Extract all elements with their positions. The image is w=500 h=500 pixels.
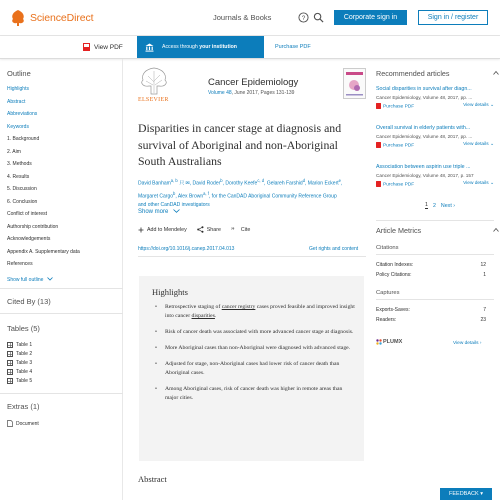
extras-item-document[interactable]: [7, 420, 39, 427]
disparities-link[interactable]: disparities: [191, 313, 215, 319]
author-list[interactable]: David Banham$^{a, b}$ 只 ✉, David Roder$^b$, Dorothy Keefe$^{c, d}$, Gelareh Farshid$^d$, Marion Eckert$^e$, Margaret Cargo$^b$, Alex Brown$^{a, f}$, for the CanDAD Aboriginal Community Reference Group and other CanDAD investigators: [138, 178, 343, 209]
article-divider: [138, 256, 366, 257]
highlights-title: Highlights: [152, 287, 188, 297]
highlight-item: • Adjusted for stage, non-Aboriginal cases had lower risk of cancer death than Aboriginal cases.: [155, 360, 355, 378]
outline-item-appendix[interactable]: Appendix A. Supplementary data: [7, 248, 80, 255]
search-icon[interactable]: [313, 12, 324, 23]
recommended-item-3: [376, 164, 494, 187]
highlight-item: • More Aboriginal cases than non-Aboriginal were diagnosed with advanced stage.: [155, 344, 355, 353]
share-button[interactable]: [197, 226, 221, 233]
outline-item-background[interactable]: 1. Background: [7, 136, 40, 142]
recommended-title-link[interactable]: Social disparities in survival after diagn...: [376, 86, 472, 92]
outline-item-acknowledgements[interactable]: Acknowledgements: [7, 236, 51, 242]
sidebar-divider: [0, 313, 123, 314]
collapse-chevron-icon[interactable]: [493, 227, 499, 233]
outline-item-keywords[interactable]: Keywords: [7, 123, 29, 130]
plumx-logo[interactable]: PLUMX: [376, 339, 402, 345]
volume-link[interactable]: Volume 48: [208, 90, 232, 96]
citation-indexes-row: Citation Indexes: 12: [376, 262, 486, 268]
elsevier-wordmark: ELSEVIER: [138, 97, 169, 103]
elsevier-tree-logo[interactable]: [10, 9, 26, 27]
recommended-actions: [376, 181, 494, 187]
corporate-signin-button[interactable]: Corporate sign in: [334, 10, 407, 25]
highlights-list: [155, 303, 355, 410]
purchase-pdf-button[interactable]: Purchase PDF: [376, 142, 414, 148]
access-institution-button[interactable]: [137, 36, 264, 58]
view-pdf-button[interactable]: [83, 43, 123, 51]
access-label: Access through your institution: [162, 44, 237, 50]
rights-content-link[interactable]: Get rights and content: [309, 246, 359, 252]
quote-icon: [231, 227, 238, 233]
chevron-down-icon: [47, 277, 53, 281]
help-icon[interactable]: [298, 12, 309, 23]
recommended-title-link[interactable]: Overall survival in elderly patients with...: [376, 125, 471, 131]
outline-item-authorship[interactable]: Authorship contribution: [7, 223, 59, 230]
outline-item-discussion[interactable]: 5. Discussion: [7, 186, 37, 192]
plus-icon: [138, 227, 144, 233]
recommended-item-2: [376, 125, 494, 148]
svg-text:?: ?: [301, 14, 306, 22]
add-mendeley-label: Add to Mendeley: [147, 226, 187, 233]
cited-by-title[interactable]: Cited By (13): [7, 297, 51, 306]
purchase-pdf-link[interactable]: Purchase PDF: [275, 44, 311, 50]
recommended-actions: [376, 103, 494, 109]
institution-icon: [145, 43, 154, 52]
view-details-button[interactable]: View details ⌄: [463, 181, 494, 186]
show-more-label: Show more: [138, 209, 169, 215]
tables-title: Tables (5): [7, 324, 40, 333]
purchase-pdf-button[interactable]: Purchase PDF: [376, 181, 414, 187]
journal-cover-art-icon: [344, 69, 365, 98]
share-icon: [197, 226, 204, 233]
table-item-label: Table 3: [16, 360, 33, 366]
recommended-item-1: [376, 86, 494, 109]
table-item-5[interactable]: [7, 378, 32, 384]
table-icon: [7, 369, 13, 375]
extras-item-label: Document: [16, 420, 39, 427]
signin-register-button[interactable]: Sign in / register: [418, 10, 488, 25]
journal-title-link[interactable]: Cancer Epidemiology: [208, 77, 299, 88]
highlights-box: [139, 276, 364, 461]
doi-link[interactable]: https://doi.org/10.1016/j.canep.2017.04.013: [138, 246, 235, 252]
view-details-button[interactable]: View details ⌄: [463, 142, 494, 147]
pdf-icon: [83, 43, 90, 51]
pdf-icon: [376, 181, 381, 187]
table-icon: [7, 360, 13, 366]
outline-item-abbreviations[interactable]: Abbreviations: [7, 111, 38, 117]
chevron-down-icon: [173, 209, 180, 213]
table-icon: [7, 351, 13, 357]
recommended-journal: Cancer Epidemiology, Volume 48, 2017, pp. ...: [376, 95, 473, 100]
cancer-registry-link[interactable]: cancer registry: [221, 304, 256, 310]
plumx-icon: [376, 339, 382, 345]
sidebar-divider: [376, 220, 494, 221]
captures-heading: Captures: [376, 290, 400, 296]
article-actions: [138, 226, 250, 233]
table-item-1[interactable]: [7, 342, 32, 348]
collapse-chevron-icon[interactable]: [493, 70, 499, 76]
outline-item-references[interactable]: References: [7, 261, 33, 267]
recommended-title-link[interactable]: Association between aspirin use triple ...: [376, 164, 471, 170]
outline-item-conflict[interactable]: Conflict of interest: [7, 211, 48, 217]
outline-item-methods[interactable]: 3. Methods: [7, 161, 32, 167]
recommended-pager: [425, 202, 455, 209]
view-pdf-label: View PDF: [94, 43, 123, 51]
cite-label: Cite: [240, 226, 251, 233]
left-sidebar: [0, 59, 123, 500]
readers-row: Readers: 23: [376, 317, 486, 323]
table-icon: [7, 378, 13, 384]
abstract-heading: Abstract: [138, 474, 167, 484]
feedback-button[interactable]: FEEDBACK ▾: [440, 488, 492, 500]
show-more-button[interactable]: [138, 209, 180, 215]
top-header: [0, 0, 500, 36]
cite-button[interactable]: [231, 226, 250, 233]
metrics-view-details-button[interactable]: View details ›: [453, 341, 482, 346]
show-full-outline-button[interactable]: [7, 277, 53, 283]
highlight-item: • Among Aboriginal cases, risk of cancer death was higher in remote areas than major cities.: [155, 385, 355, 403]
metrics-divider: [376, 299, 494, 300]
page-2-button[interactable]: 2: [432, 202, 436, 209]
outline-item-aim[interactable]: 2. Aim: [7, 148, 21, 155]
article-toolbar: [0, 36, 500, 59]
add-mendeley-button[interactable]: [138, 226, 187, 233]
table-item-label: Table 4: [16, 369, 33, 375]
show-full-outline-label: Show full outline: [7, 277, 44, 283]
volume-info: Volume 48, June 2017, Pages 131-139: [208, 90, 295, 96]
journals-books-link[interactable]: Journals & Books: [213, 13, 272, 22]
recommended-journal: Cancer Epidemiology, Volume 48, 2017, pp. ...: [376, 134, 473, 139]
outline-item-abstract[interactable]: Abstract: [7, 98, 26, 105]
sciencedirect-brand[interactable]: ScienceDirect: [30, 12, 94, 24]
svg-text:”: ”: [230, 226, 235, 233]
extras-title: Extras (1): [7, 402, 40, 411]
document-icon: [7, 420, 13, 427]
recommended-title: Recommended articles: [376, 69, 450, 78]
page-1-button[interactable]: 1: [425, 202, 428, 208]
article-title: Disparities in cancer stage at diagnosis and survival of Aboriginal and non-Aboriginal South Australians: [138, 121, 342, 168]
elsevier-logo-icon[interactable]: [138, 66, 170, 96]
outline-item-results[interactable]: 4. Results: [7, 173, 30, 180]
highlight-item: • Risk of cancer death was associated with more advanced cancer stage at diagnosis.: [155, 328, 355, 337]
recommended-journal: Cancer Epidemiology, Volume 48, 2017, p. 157: [376, 173, 474, 178]
share-label: Share: [206, 226, 221, 233]
highlight-item: • Retrospective staging of cancer registry cases proved feasible and improved insight into cancer disparities.: [155, 303, 355, 321]
sidebar-divider: [0, 288, 123, 289]
citations-heading: Citations: [376, 245, 399, 251]
outline-item-conclusion[interactable]: 6. Conclusion: [7, 198, 38, 205]
recommended-actions: [376, 142, 494, 148]
table-item-label: Table 1: [16, 342, 33, 348]
right-sidebar: [374, 59, 500, 500]
metrics-divider: [376, 254, 494, 255]
table-icon: [7, 342, 13, 348]
table-item-3[interactable]: [7, 360, 32, 366]
exports-saves-row: Exports-Saves: 7: [376, 307, 486, 313]
table-item-label: Table 2: [16, 351, 33, 357]
pdf-icon: [376, 103, 381, 109]
sidebar-divider: [0, 393, 123, 394]
table-item-4[interactable]: [7, 369, 32, 375]
outline-item-highlights[interactable]: Highlights: [7, 86, 29, 92]
table-item-2[interactable]: [7, 351, 32, 357]
journal-cover-image[interactable]: [343, 68, 366, 99]
outline-title: Outline: [7, 69, 31, 78]
article-main: [123, 59, 374, 500]
policy-citations-row: Policy Citations: 1: [376, 272, 486, 278]
next-page-button[interactable]: Next ›: [440, 202, 456, 209]
pdf-icon: [376, 142, 381, 148]
table-item-label: Table 5: [16, 378, 33, 384]
purchase-pdf-button[interactable]: Purchase PDF: [376, 103, 414, 109]
article-metrics-title: Article Metrics: [376, 226, 422, 235]
view-details-button[interactable]: View details ⌄: [463, 103, 494, 108]
